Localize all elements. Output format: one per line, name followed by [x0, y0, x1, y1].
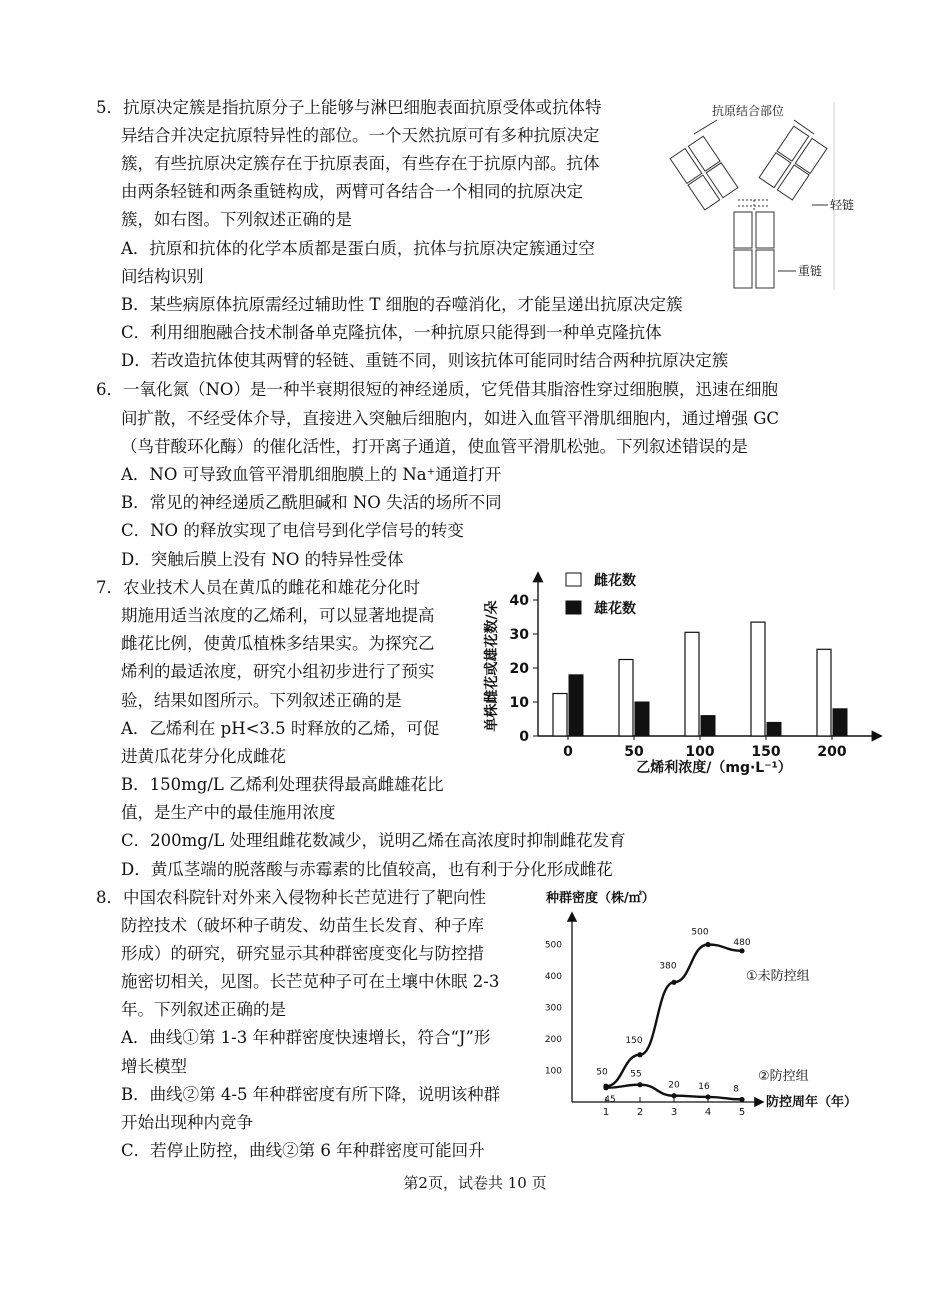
series-name-1: ①未防控组	[746, 969, 810, 984]
q5-option-a-cont: 间结构识别	[121, 267, 204, 286]
bar-male-200	[833, 709, 847, 736]
q5-option-d: D．若改造抗体使其两臂的轻链、重链不同，则该抗体可能同时结合两种抗原决定簇	[121, 351, 729, 370]
bar-female-50	[619, 660, 633, 737]
y-tick-label: 20	[509, 661, 529, 677]
x-tick-label: 2	[636, 1107, 644, 1118]
q5-stem-line-3: 簇，有些抗原决定簇存在于抗原表面，有些存在于抗原内部。抗体	[121, 154, 600, 173]
data-label: 150	[625, 1035, 643, 1046]
ethephon-bar-chart	[482, 566, 888, 780]
q5-stem-line-4: 由两条轻链和两条重链构成，两臂可各结合一个相同的抗原决定	[121, 182, 583, 201]
data-label: 480	[733, 937, 751, 948]
x-tick-label: 0	[563, 744, 573, 760]
q8-option-c: C．若停止防控，曲线②第 6 年种群密度可能回升	[121, 1141, 485, 1160]
data-label: 20	[668, 1080, 680, 1091]
heavy-chain-left-upper	[734, 212, 752, 248]
q6-option-c: C．NO 的释放实现了电信号到化学信号的转变	[121, 521, 464, 540]
y-tick-label: 500	[544, 940, 562, 951]
q6-stem-line-3: （鸟苷酸环化酶）的催化活性，打开离子通道，使血管平滑肌松弛。下列叙述错误的是	[121, 437, 748, 456]
q7-stem-line-3: 雌花比例，使黄瓜植株多结果实。为探究乙	[121, 634, 435, 653]
series-point	[705, 942, 710, 947]
q6-option-a: A．NO 可导致血管平滑肌细胞膜上的 Na⁺通道打开	[121, 465, 502, 484]
q6-stem-line-1: 6．一氧化氮（NO）是一种半衰期很短的神经递质，它凭借其脂溶性穿过细胞膜，迅速在细胞	[96, 380, 778, 399]
q8-option-a-cont: 增长模型	[121, 1057, 187, 1076]
heavy-chain-right-upper	[756, 212, 774, 248]
legend-female-label: 雌花数	[594, 573, 636, 589]
q8-option-b: B．曲线②第 4-5 年种群密度有所下降，说明该种群	[121, 1085, 501, 1104]
antibody-figure	[662, 98, 862, 298]
bar-male-50	[635, 702, 649, 736]
q8-stem-line-1: 8．中国农科院针对外来入侵物种长芒苋进行了靶向性	[96, 888, 486, 907]
x-tick-label: 1	[602, 1107, 610, 1118]
light-chain-label: 轻链	[830, 198, 855, 212]
q8-stem-line-3: 形成）的研究，研究显示其种群密度变化与防控措	[121, 944, 484, 963]
q8-stem-line-5: 年。下列叙述正确的是	[121, 1000, 286, 1019]
series-name-2: ②防控组	[758, 1069, 809, 1084]
legend-male-label: 雄花数	[594, 601, 636, 617]
q5-stem-line-2: 异结合并决定抗原特异性的部位。一个天然抗原可有多种抗原决定	[121, 126, 600, 145]
y-tick-label: 40	[509, 593, 529, 609]
q8-option-b-cont: 开始出现种内竞争	[121, 1113, 253, 1132]
legend-male-swatch	[566, 601, 581, 614]
series-point	[637, 1082, 642, 1087]
x-tick-label: 200	[817, 744, 847, 760]
q6-option-d: D．突触后膜上没有 NO 的特异性受体	[121, 550, 404, 569]
legend-female-swatch	[566, 573, 581, 586]
population-density-chart	[540, 880, 870, 1120]
q7-option-c: C．200mg/L 处理组雌花数减少，说明乙烯在高浓度时抑制雌花发育	[121, 831, 626, 850]
q8-xlabel: 防控周年（年）	[766, 1095, 858, 1110]
series-point	[637, 1052, 642, 1057]
x-tick-label: 50	[624, 744, 644, 760]
y-tick-label: 100	[544, 1066, 562, 1077]
data-label: 500	[691, 927, 709, 938]
q8-stem-line-2: 防控技术（破坏种子萌发、幼苗生长发育、种子库	[121, 916, 484, 935]
q7-option-b: B．150mg/L 乙烯利处理获得最高雌雄花比	[121, 775, 444, 794]
data-label: 16	[698, 1081, 710, 1092]
series-point	[603, 1085, 608, 1090]
q7-stem-line-2: 期施用适当浓度的乙烯利，可以显著地提高	[121, 606, 435, 625]
q5-stem-line-1: 5．抗原决定簇是指抗原分子上能够与淋巴细胞表面抗原受体或抗体特	[96, 98, 602, 117]
data-label: 8	[733, 1084, 739, 1095]
q8-option-a: A．曲线①第 1-3 年种群密度快速增长，符合“J”形	[121, 1028, 491, 1047]
q7-option-a: A．乙烯利在 pH<3.5 时释放的乙烯，可促	[121, 719, 440, 738]
left-arm	[670, 136, 738, 210]
q7-xlabel: 乙烯利浓度/（mg·L⁻¹）	[636, 760, 792, 776]
q7-option-a-cont: 进黄瓜花芽分化成雌花	[121, 747, 286, 766]
bar-female-100	[685, 632, 699, 736]
y-tick-label: 0	[519, 729, 529, 745]
x-tick-label: 100	[685, 744, 715, 760]
q5-option-b: B．某些病原体抗原需经过辅助性 T 细胞的吞噬消化，才能呈递出抗原决定簇	[121, 295, 683, 314]
series-point	[671, 1093, 676, 1098]
x-tick-label: 4	[704, 1107, 712, 1118]
bar-female-200	[817, 649, 831, 736]
y-tick-label: 30	[509, 627, 529, 643]
data-label: 50	[596, 1067, 608, 1078]
data-label: 55	[630, 1069, 642, 1080]
bar-female-0	[553, 694, 567, 737]
series-point	[739, 1097, 744, 1102]
q6-option-b: B．常见的神经递质乙酰胆碱和 NO 失活的场所不同	[121, 493, 502, 512]
bar-male-150	[767, 722, 781, 736]
right-arm	[759, 126, 827, 200]
y-tick-label: 200	[544, 1035, 562, 1045]
binding-site-label: 抗原结合部位	[712, 104, 785, 118]
x-tick-label: 3	[670, 1107, 678, 1118]
q5-option-c: C．利用细胞融合技术制备单克隆抗体，一种抗原只能得到一种单克隆抗体	[121, 323, 662, 342]
bar-male-0	[569, 675, 583, 736]
q7-option-b-cont: 值，是生产中的最佳施用浓度	[121, 803, 336, 822]
q8-ylabel: 种群密度（株/㎡）	[546, 891, 655, 906]
series-point	[705, 1094, 710, 1099]
data-label: 380	[659, 961, 677, 972]
y-tick-label: 300	[544, 1003, 562, 1014]
series-point	[671, 980, 676, 985]
bar-female-150	[751, 622, 765, 736]
page-footer: 第2页，试卷共 10 页	[403, 1174, 547, 1192]
q7-stem-line-4: 烯利的最适浓度，研究小组初步进行了预实	[121, 662, 435, 681]
q7-stem-line-1: 7．农业技术人员在黄瓜的雌花和雄花分化时	[96, 578, 420, 597]
q8-stem-line-4: 施密切相关，见图。长芒苋种子可在土壤中休眠 2-3	[121, 972, 500, 991]
heavy-chain-label: 重链	[798, 264, 823, 278]
x-tick-label: 5	[738, 1107, 746, 1118]
heavy-chain-right-lower	[756, 250, 774, 288]
heavy-chain-left-lower	[734, 250, 752, 288]
y-tick-label: 400	[544, 972, 562, 982]
data-label: 45	[604, 1094, 616, 1105]
y-tick-label: 10	[509, 695, 529, 711]
q5-option-a: A．抗原和抗体的化学本质都是蛋白质，抗体与抗原决定簇通过空	[121, 239, 595, 258]
q7-stem-line-5: 验，结果如图所示。下列叙述正确的是	[121, 691, 402, 710]
x-tick-label: 150	[751, 744, 781, 760]
q7-option-d: D．黄瓜茎端的脱落酸与赤霉素的比值较高，也有利于分化形成雌花	[121, 860, 613, 879]
bar-male-100	[701, 716, 715, 736]
q5-stem-line-5: 簇，如右图。下列叙述正确的是	[121, 210, 352, 229]
series-point	[739, 948, 744, 953]
q7-ylabel: 单株雌花或雄花数/朵	[484, 600, 500, 732]
q6-stem-line-2: 间扩散，不经受体介导，直接进入突触后细胞内，如进入血管平滑肌细胞内，通过增强 GC	[121, 409, 780, 428]
